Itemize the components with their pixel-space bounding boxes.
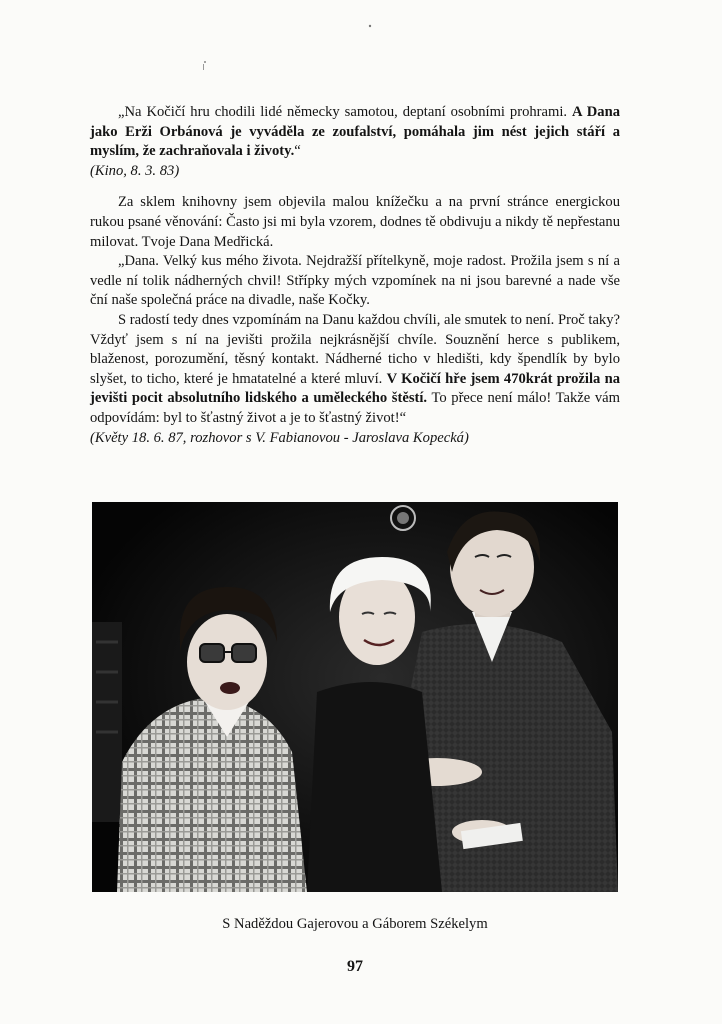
photograph — [92, 502, 618, 892]
paragraph-4-opening: S radostí tedy dnes vzpomínám na Danu každou chvíli, ale smutek to není. Proč taky? Vždyť jsem s ní na jevišti prožila nejkrásnější chvíle. Souznění herce s publikem, blaženost, porozumění, těsný kontakt. Nádherné ticho v hledišti, kdy špendlík by bylo slyšet, to ticho, které je hmatatelné a které mluví. — [90, 311, 620, 387]
citation-2: (Květy 18. 6. 87, rozhovor s V. Fabianovou - Jaroslava Kopecká) — [90, 429, 469, 446]
paragraph-1-quote-end: “ — [294, 143, 301, 160]
paragraph-4-closing: To přece není málo! Takže vám odpovídám: byl to šťastný život a je to šťastný život!“ — [90, 390, 621, 426]
paragraph-2: Za sklem knihovny jsem objevila malou knížečku a na první stránce energickou rukou psané věnování: Často jsi mi byla vzorem, dodnes tě obdivuju a nikdy tě nepřestanu milovat. Tvoje Dana Medřická. — [90, 194, 620, 250]
citation-1: (Kino, 8. 3. 83) — [90, 162, 180, 179]
paragraph-4-bold: V Kočičí hře jsem 470krát prožila na jevišti pocit absolutního lidského a uměleckého štěstí. — [90, 370, 620, 407]
paragraph-1 — [90, 103, 620, 162]
paragraph-1-opening: „Na Kočičí hru chodili lidé německy samotou, deptaní osobními prohrami. — [118, 104, 568, 120]
photo-illustration — [92, 502, 618, 892]
paragraph-4 — [90, 311, 620, 429]
photo-caption: S Naděždou Gajerovou a Gáborem Székelym — [222, 916, 488, 932]
article-text — [90, 103, 620, 448]
paragraph-3: „Dana. Velký kus mého života. Nejdražší přítelkyně, moje radost. Prožila jsem s ní a vedle ní tolik nádherných chvil! Střípky mých vzpomínek na ni jsou barevné a nade vše ční naše společná práce na divadle, naše Kočky. — [90, 253, 620, 309]
paragraph-1-bold: A Dana jako Erži Orbánová je vyváděla ze zoufalství, pomáhala jim nést jejich stáří a myslím, že zachraňovala i životy. — [90, 104, 620, 160]
page-number: 97 — [347, 958, 363, 975]
